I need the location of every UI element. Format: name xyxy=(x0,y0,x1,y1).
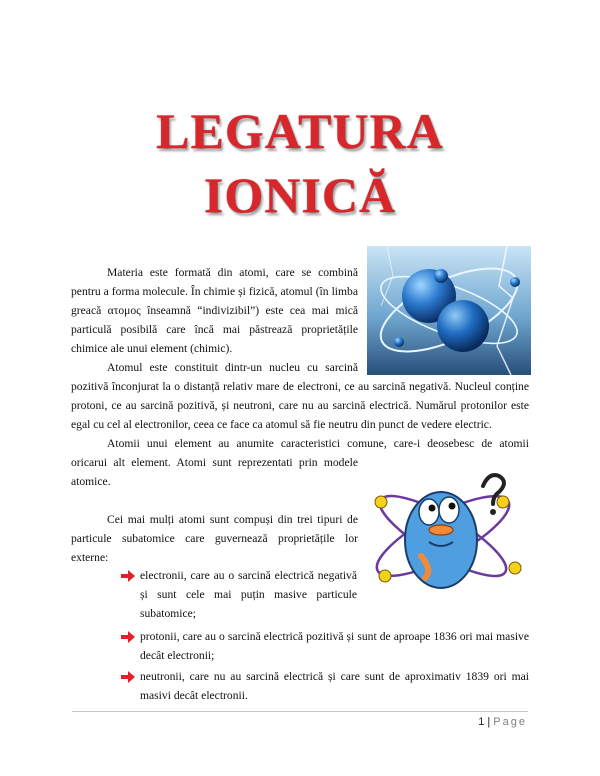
paragraph-subatomic-particles: Cei mai mulți atomi sunt compuși din trei tipuri de particule subatomice care guvernează proprietățile lor externe: xyxy=(71,513,358,564)
paragraph-atom-structure: pozitivă înconjurat la o distanță relativ mare de electroni, ce au sarcină negativă. Nucleul conține protoni, ce au sarcină pozitivă, și neutroni, care nu au sarcină electrică. Numărul protonilor este egal cu cel al electronilor, ceea ce face ca atomul să fie neutru din punct de vedere electric. xyxy=(71,380,529,431)
paragraph-matter-atoms: Materia este formată din atomi, care se combină pentru a forma molecule. În chimie și fizică, atomul (în limba greacă ατομος înseamnă “indivizibil”) este cea mai mică particulă posibilă care încă mai păstrează proprietățile chimice ale unui element (chimic). xyxy=(71,266,358,355)
page-number: 1 xyxy=(478,716,485,728)
atom-illustration-icon xyxy=(367,246,531,375)
bullet-electrons xyxy=(121,566,357,626)
title-line-2: IONICĂ xyxy=(203,167,397,223)
title-line-1: LEGATURA xyxy=(156,103,444,159)
arrow-bullet-icon xyxy=(121,671,135,683)
footer-separator: | xyxy=(484,716,494,728)
bullet-text-protons: protonii, care au o sarcină electrică pozitivă și sunt de aproape 1836 ori mai masive decât electronii; xyxy=(140,630,529,662)
page-footer xyxy=(478,716,527,728)
paragraph-atom-structure-start: Atomul este constituit dintr-un nucleu cu sarcină xyxy=(107,361,358,374)
arrow-bullet-icon xyxy=(121,631,135,643)
bullet-text-neutrons: neutronii, care nu au sarcină electrică și care sunt de aproximativ 1839 ori mai masivi decât electronii. xyxy=(140,670,529,702)
thinking-atom-cartoon-icon xyxy=(363,466,529,602)
footer-divider xyxy=(72,711,528,712)
arrow-bullet-icon xyxy=(121,570,135,582)
paragraph-elements-start: Atomii unui element au anumite caracteristici comune, care-i deosebesc de atomii xyxy=(107,437,529,450)
paragraph-elements: oricarui alt element. Atomi sunt reprezentati prin modele atomice. xyxy=(71,456,358,488)
bullet-neutrons xyxy=(121,667,529,707)
bullet-text-electrons: electronii, care au o sarcină electrică negativă și sunt cele mai puțin masive particule subatomice; xyxy=(140,569,357,620)
page-label: Page xyxy=(493,716,527,728)
bullet-protons xyxy=(121,627,529,667)
